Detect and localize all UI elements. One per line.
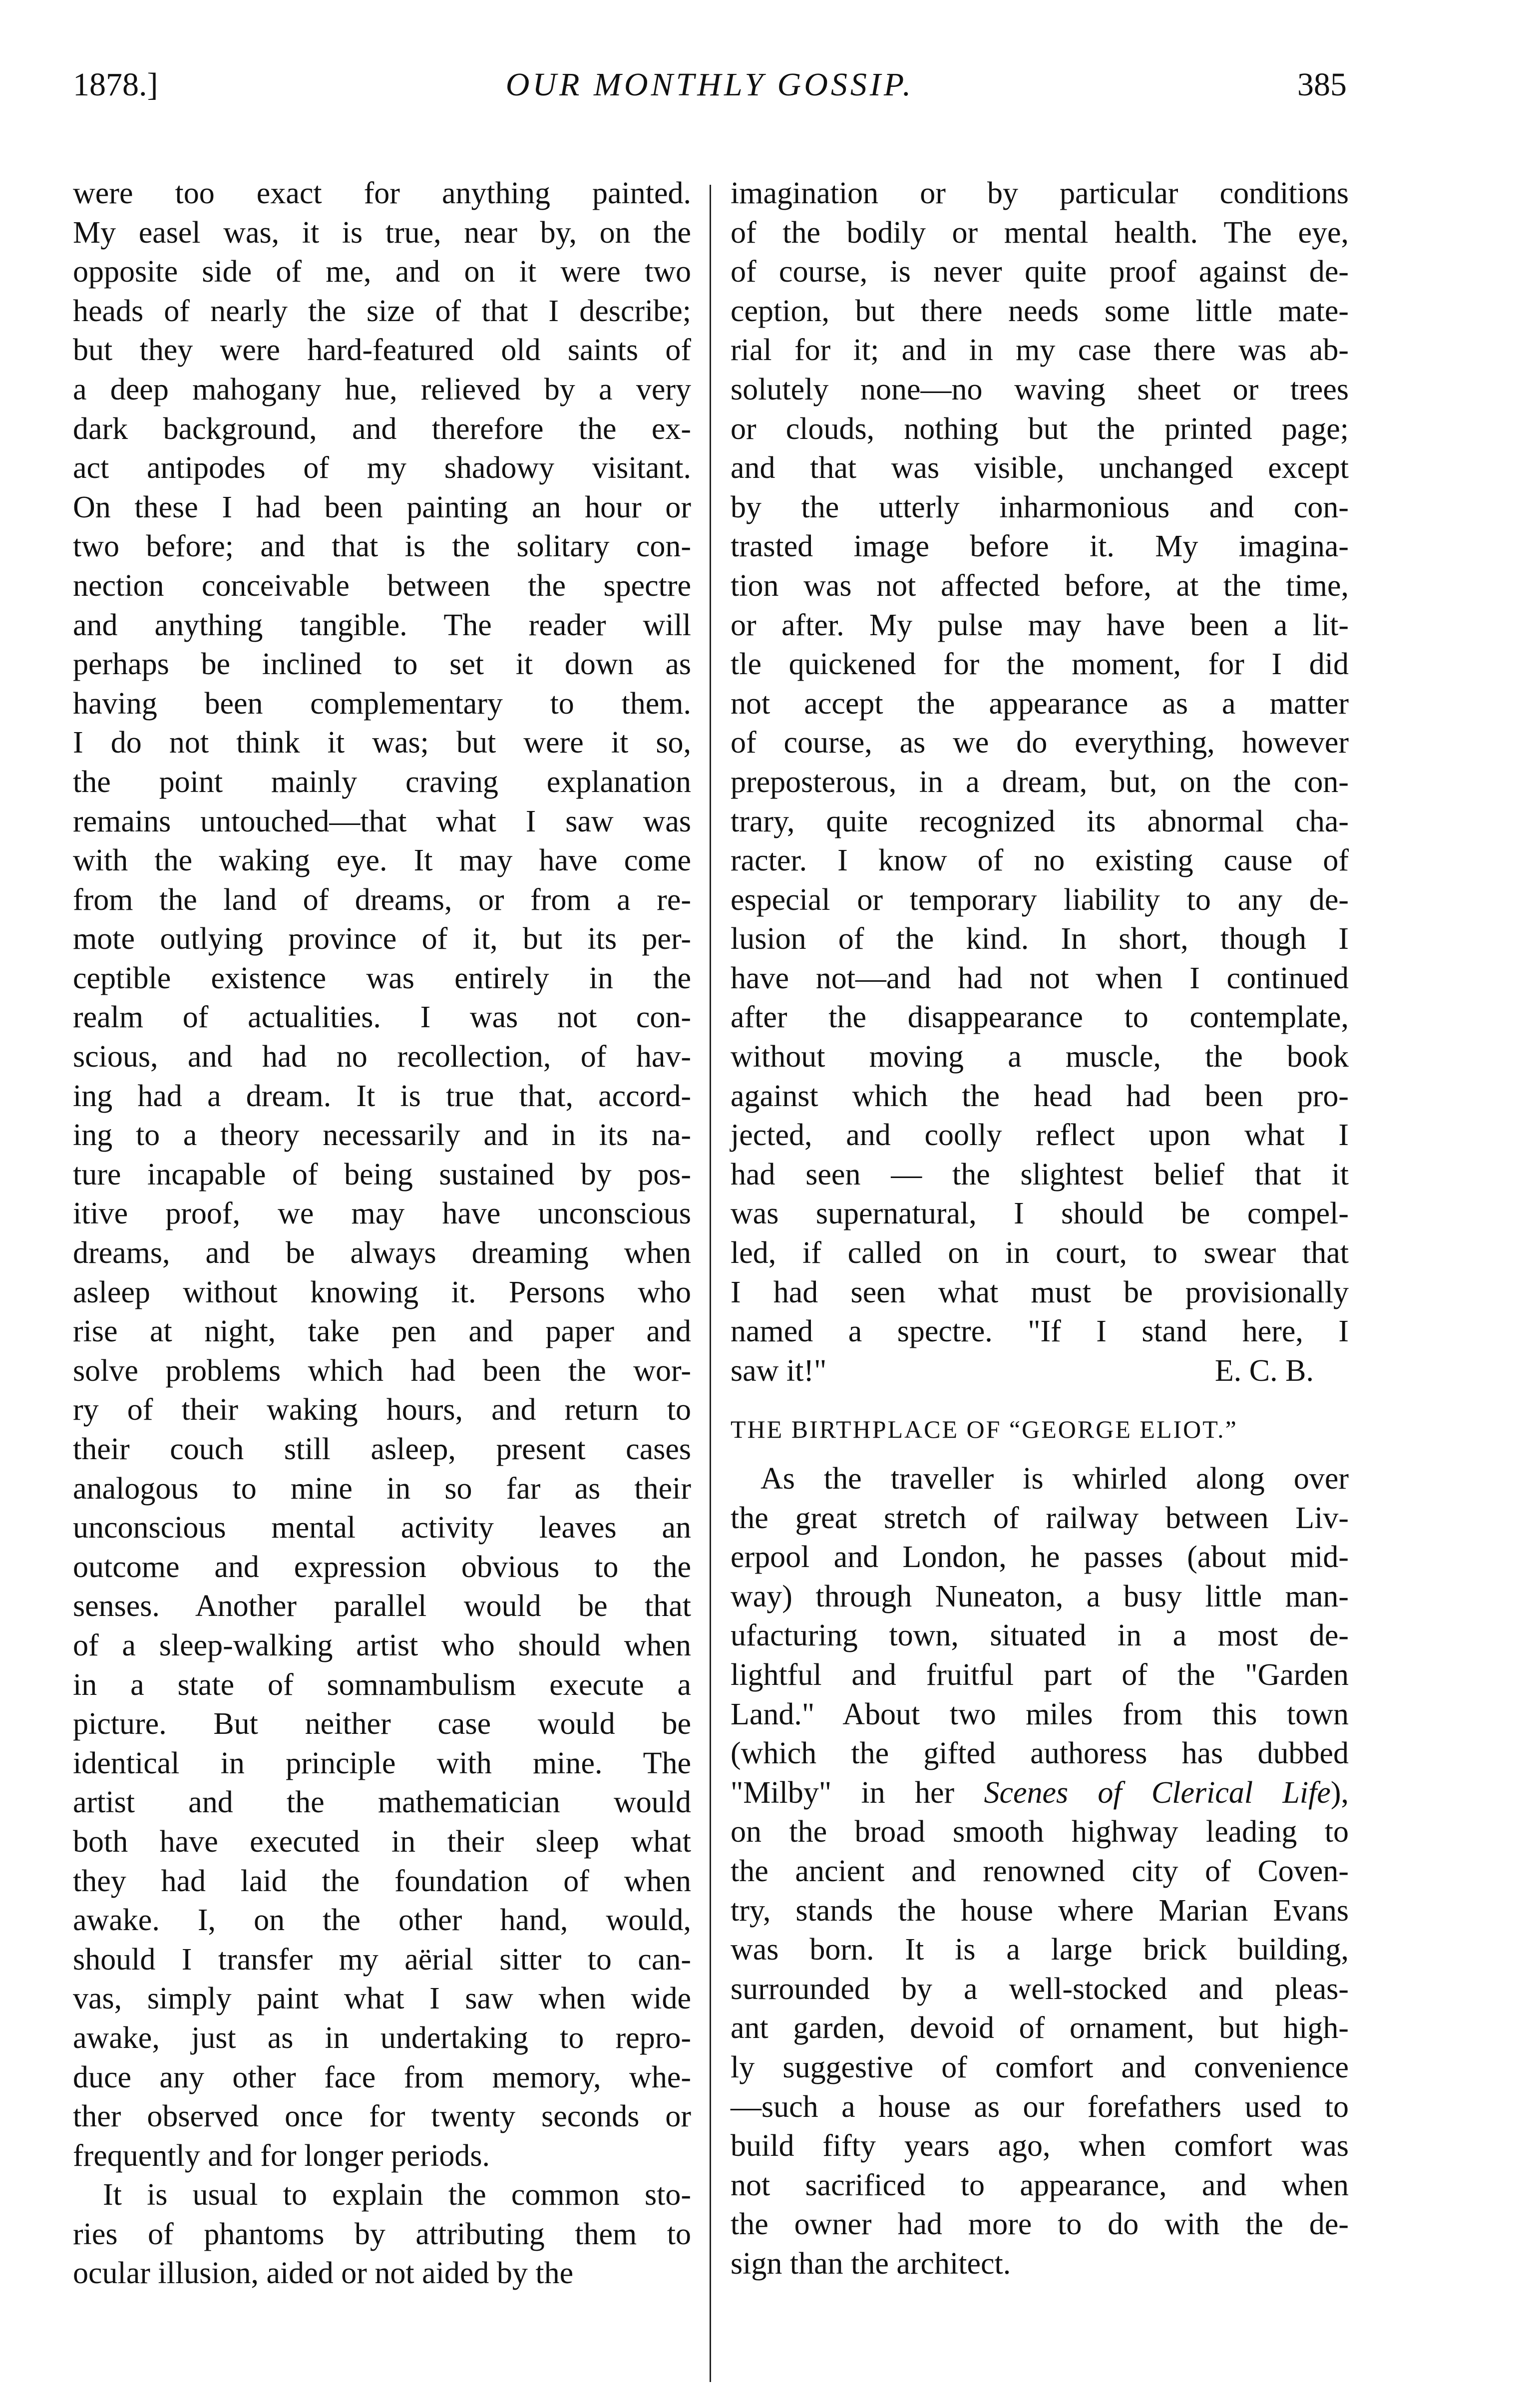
text: ), xyxy=(1330,1775,1349,1810)
column-divider xyxy=(710,185,711,2382)
text-line: ing to a theory necessarily and in its na- xyxy=(73,1118,691,1153)
text-line: rise at night, take pen and paper and xyxy=(73,1314,691,1349)
text-line: realm of actualities. I was not con- xyxy=(73,1000,691,1035)
milby-line xyxy=(731,1773,1349,1813)
text-line: identical in principle with mine. The xyxy=(73,1746,691,1780)
text-line: ocular illusion, aided or not aided by the xyxy=(73,2256,574,2291)
text-line: erpool and London, he passes (about mid- xyxy=(731,1540,1349,1575)
text-line: perhaps be inclined to set it down as xyxy=(73,647,691,682)
paragraph xyxy=(731,1459,1349,1773)
text-line: scious, and had no recollection, of hav- xyxy=(73,1040,691,1074)
text-line: solve problems which had been the wor- xyxy=(73,1353,691,1388)
text-line: two before; and that is the solitary con- xyxy=(73,529,691,564)
text-line: I had seen what must be provisionally xyxy=(731,1275,1349,1309)
text-line: sign than the architect. xyxy=(731,2246,1011,2281)
text-line: way) through Nuneaton, a busy little man- xyxy=(731,1579,1349,1613)
text-line: unconscious mental activity leaves an xyxy=(73,1511,691,1545)
paragraph xyxy=(73,2175,691,2293)
text-line: awake. I, on the other hand, would, xyxy=(73,1903,691,1938)
text-line: preposterous, in a dream, but, on the con- xyxy=(731,765,1349,799)
text-line: solutely none—no waving sheet or trees xyxy=(731,372,1349,406)
text: "Milby" in her xyxy=(731,1775,984,1810)
text-line: asleep without knowing it. Persons who xyxy=(73,1275,691,1309)
text-line: after the disappearance to contemplate, xyxy=(731,1000,1349,1035)
text-line: or clouds, nothing but the printed page; xyxy=(731,411,1349,446)
text-line: dreams, and be always dreaming when xyxy=(73,1236,691,1270)
text-line: led, if called on in court, to swear that xyxy=(731,1236,1349,1270)
page-number: 385 xyxy=(1297,66,1347,103)
closing-line xyxy=(731,1351,1349,1391)
text-line: lightful and fruitful part of the "Garden xyxy=(731,1657,1349,1692)
text-line: ceptible existence was entirely in the xyxy=(73,961,691,995)
text-line: having been complementary to them. xyxy=(73,686,691,721)
text-line: should I transfer my aërial sitter to can- xyxy=(73,1942,691,1977)
paragraph xyxy=(731,1812,1349,2283)
text-line: ception, but there needs some little mate- xyxy=(731,294,1349,328)
text-line: not accept the appearance as a matter xyxy=(731,686,1349,721)
text-line: opposite side of me, and on it were two xyxy=(73,255,691,289)
text-line: try, stands the house where Marian Evans xyxy=(731,1893,1349,1928)
text-line: named a spectre. "If I stand here, I xyxy=(731,1314,1349,1349)
left-column xyxy=(73,174,691,2293)
text-line: heads of nearly the size of that I describe; xyxy=(73,294,691,328)
text-line: duce any other face from memory, whe- xyxy=(73,2060,691,2094)
text-line: build fifty years ago, when comfort was xyxy=(731,2129,1349,2163)
text-line: picture. But neither case would be xyxy=(73,1707,691,1741)
text-line: On these I had been painting an hour or xyxy=(73,490,691,524)
text-line: itive proof, we may have unconscious xyxy=(73,1197,691,1231)
text-line: were too exact for anything painted. xyxy=(73,176,691,210)
text-line: outcome and expression obvious to the xyxy=(73,1550,691,1584)
text-line: or after. My pulse may have been a lit- xyxy=(731,608,1349,642)
paragraph xyxy=(73,174,691,2175)
text-line: the great stretch of railway between Liv- xyxy=(731,1501,1349,1535)
text-line: ture incapable of being sustained by pos- xyxy=(73,1157,691,1192)
text-line: frequently and for longer periods. xyxy=(73,2138,490,2173)
text-line: but they were hard-featured old saints of xyxy=(73,333,691,368)
text-line: of the bodily or mental health. The eye, xyxy=(731,215,1349,250)
text-line: was born. It is a large brick building, xyxy=(731,1933,1349,1967)
text-line: senses. Another parallel would be that xyxy=(73,1589,691,1623)
text-line: against which the head had been pro- xyxy=(731,1079,1349,1113)
text-line: My easel was, it is true, near by, on the xyxy=(73,215,691,250)
text-line: ly suggestive of comfort and convenience xyxy=(731,2050,1349,2084)
text-line: I do not think it was; but were it so, xyxy=(73,726,691,760)
closing-quote: saw it!" xyxy=(731,1353,827,1388)
text-line: vas, simply paint what I saw when wide xyxy=(73,1982,691,2016)
text-line: their couch still asleep, present cases xyxy=(73,1432,691,1466)
text-line: and that was visible, unchanged except xyxy=(731,451,1349,485)
text-line: on the broad smooth highway leading to xyxy=(731,1815,1349,1849)
text-line: analogous to mine in so far as their xyxy=(73,1471,691,1506)
text-line: had seen — the slightest belief that it xyxy=(731,1157,1349,1192)
text-line: racter. I know of no existing cause of xyxy=(731,843,1349,878)
text-line: the point mainly craving explanation xyxy=(73,765,691,799)
header-year: 1878.] xyxy=(73,66,158,103)
text-line: dark background, and therefore the ex- xyxy=(73,411,691,446)
text-line: the ancient and renowned city of Coven- xyxy=(731,1854,1349,1888)
text-line: As the traveller is whirled along over xyxy=(760,1462,1349,1496)
right-column xyxy=(731,174,1349,2283)
text-line: trary, quite recognized its abnormal cha- xyxy=(731,804,1349,838)
text-line: the owner had more to do with the de- xyxy=(731,2207,1349,2242)
text-line: It is usual to explain the common sto- xyxy=(103,2178,691,2212)
text-line: and anything tangible. The reader will xyxy=(73,608,691,642)
text-line: (which the gifted authoress has dubbed xyxy=(731,1736,1349,1771)
text-line: have not—and had not when I continued xyxy=(731,961,1349,995)
text-line: with the waking eye. It may have come xyxy=(73,843,691,878)
section-title: THE BIRTHPLACE OF “GEORGE ELIOT.” xyxy=(731,1415,1238,1444)
text-line: both have executed in their sleep what xyxy=(73,1824,691,1859)
text-line: in a state of somnambulism execute a xyxy=(73,1667,691,1702)
text-line: tle quickened for the moment, for I did xyxy=(731,647,1349,682)
text-line: trasted image before it. My imagina- xyxy=(731,529,1349,564)
text-line: not sacrificed to appearance, and when xyxy=(731,2168,1349,2202)
text-line: tion was not affected before, at the time, xyxy=(731,568,1349,603)
text-line: without moving a muscle, the book xyxy=(731,1040,1349,1074)
text-line: ufacturing town, situated in a most de- xyxy=(731,1618,1349,1653)
text-line: ther observed once for twenty seconds or xyxy=(73,2099,691,2134)
text-line: lusion of the kind. In short, though I xyxy=(731,922,1349,956)
text-line: artist and the mathematician would xyxy=(73,1785,691,1820)
text-line: act antipodes of my shadowy visitant. xyxy=(73,451,691,485)
signature: E. C. B. xyxy=(1214,1353,1314,1388)
text-line: ant garden, devoid of ornament, but high- xyxy=(731,2011,1349,2045)
text-line: from the land of dreams, or from a re- xyxy=(73,882,691,917)
header-title: OUR MONTHLY GOSSIP. xyxy=(505,66,914,103)
text-line: ries of phantoms by attributing them to xyxy=(73,2217,691,2251)
text-line: imagination or by particular conditions xyxy=(731,176,1349,210)
text-line: —such a house as our forefathers used to xyxy=(731,2089,1349,2124)
text-line: jected, and coolly reflect upon what I xyxy=(731,1118,1349,1153)
text-line: ry of their waking hours, and return to xyxy=(73,1393,691,1427)
text-line: of a sleep-walking artist who should when xyxy=(73,1628,691,1662)
text-line: a deep mahogany hue, relieved by a very xyxy=(73,372,691,406)
text-line: awake, just as in undertaking to repro- xyxy=(73,2020,691,2055)
book-title: Scenes of Clerical Life xyxy=(984,1775,1331,1810)
paragraph xyxy=(731,174,1349,1351)
text-line: mote outlying province of it, but its per- xyxy=(73,922,691,956)
text-line: by the utterly inharmonious and con- xyxy=(731,490,1349,524)
text-line: ing had a dream. It is true that, accord- xyxy=(73,1079,691,1113)
text-line: they had laid the foundation of when xyxy=(73,1864,691,1898)
text-line: surrounded by a well-stocked and pleas- xyxy=(731,1972,1349,2006)
text-line: Land." About two miles from this town xyxy=(731,1697,1349,1731)
text-line: of course, as we do everything, however xyxy=(731,726,1349,760)
text-line: was supernatural, I should be compel- xyxy=(731,1197,1349,1231)
running-head xyxy=(73,62,1347,107)
text-line: especial or temporary liability to any de- xyxy=(731,882,1349,917)
text-line: nection conceivable between the spectre xyxy=(73,568,691,603)
text-line: remains untouched—that what I saw was xyxy=(73,804,691,838)
text-line: rial for it; and in my case there was ab- xyxy=(731,333,1349,368)
text-line: of course, is never quite proof against de- xyxy=(731,255,1349,289)
